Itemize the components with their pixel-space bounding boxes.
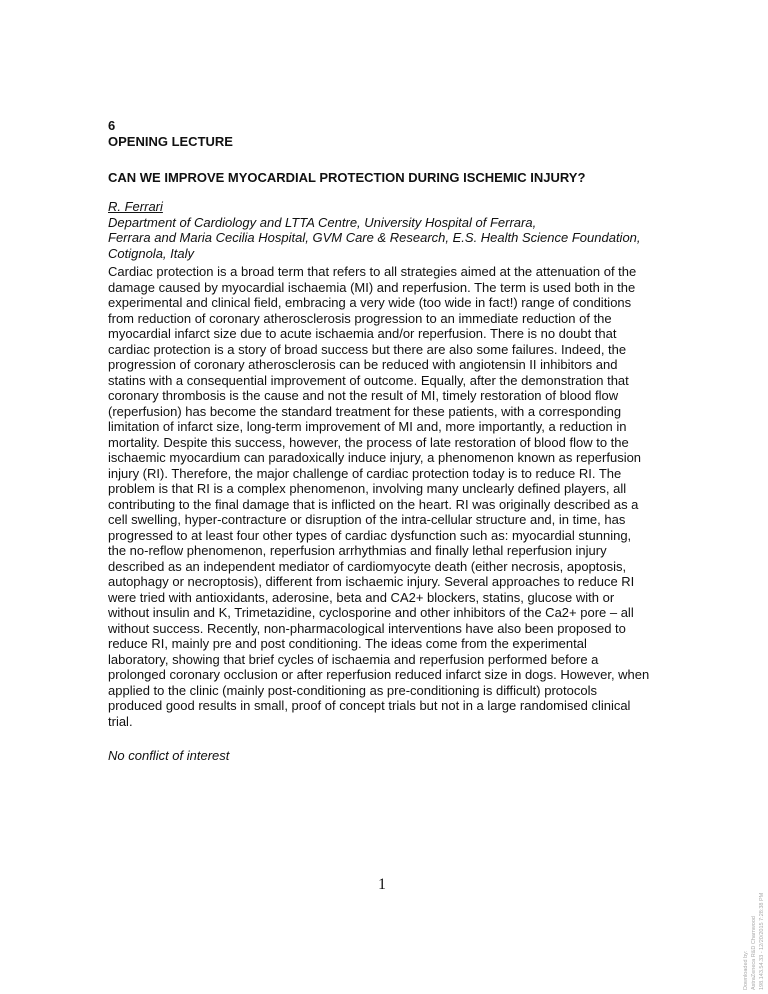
body-line: from reduction of coronary atherosclerosis progression to an immediate reduction of the — [108, 310, 612, 326]
body-line: statins with a consequential improvement of outcome. Equally, after the demonstration that — [108, 372, 629, 388]
abstract-number: 6 — [108, 118, 116, 133]
author-block — [108, 199, 641, 261]
body-line: damage caused by myocardial ischaemia (MI) and reperfusion. The term is used both in the — [108, 279, 636, 295]
watermark-line: AstraZeneca R&D Charnwood — [751, 916, 757, 990]
body-line: cell swelling, hyper-contracture or disruption of the intra-cellular structure and, in time, has — [108, 512, 626, 527]
body-line: coronary thrombosis is the cause and not the result of MI, timely restoration of blood flow — [108, 388, 619, 403]
affiliation-line: Ferrara and Maria Cecilia Hospital, GVM Care & Research, E.S. Health Science Foundation, — [108, 230, 641, 245]
body-line: were tried with antioxidants, aderosine, beta and CA2+ blockers, statins, glucose with or — [108, 589, 615, 605]
watermark-line: 198.143.54.33 - 12/20/2015 7:28:38 PM — [759, 892, 765, 990]
body-line: (reperfusion) has become the standard treatment for these patients, with a corresponding — [108, 403, 622, 419]
body-line: produced good results in small, proof of concept trials but not in a large randomised clinical — [108, 698, 631, 713]
abstract-header — [108, 118, 233, 149]
watermark-line: Downloaded by: — [743, 950, 749, 990]
body-line: without success. Recently, non-pharmacological interventions have also been proposed to — [108, 620, 626, 636]
body-line: cardiac protection is a story of broad success but there are also some failures. Indeed, the — [108, 341, 627, 357]
body-line: limitation of infarct size, long-term improvement of MI and, more importantly, a reduction in — [108, 419, 627, 434]
section-label: OPENING LECTURE — [108, 133, 233, 149]
body-line: injury (RI). Therefore, the major challenge of cardiac protection today is to reduce RI. The — [108, 465, 622, 481]
author-name: R. Ferrari — [108, 199, 163, 214]
body-line: mortality. Despite this success, however, the process of late restoration of blood flow to the — [108, 434, 629, 450]
body-line: progressed to at least four other types of cardiac dysfunction such as: myocardial stunning, — [108, 527, 632, 543]
body-line: trial. — [108, 713, 133, 729]
body-line: laboratory, showing that brief cycles of ischaemia and reperfusion performed before a — [108, 651, 599, 667]
abstract-body — [108, 264, 649, 729]
page-number: 1 — [378, 876, 386, 893]
body-line: Cardiac protection is a broad term that refers to all strategies aimed at the attenuation of the — [108, 264, 637, 279]
body-line: ischaemic myocardium can paradoxically induce injury, a phenomenon known as reperfusion — [108, 450, 642, 465]
body-line: the no-reflow phenomenon, reperfusion arrhythmias and finally lethal reperfusion injury — [108, 543, 607, 558]
abstract-title: CAN WE IMPROVE MYOCARDIAL PROTECTION DURING ISCHEMIC INJURY? — [108, 170, 586, 185]
body-line: described as an independent mediator of cardiomyocyte death (either necrosis, apoptosis, — [108, 558, 627, 574]
body-line: autophagy or necroptosis), different from ischaemic injury. Several approaches to reduce RI — [108, 574, 635, 589]
body-line: myocardial infarct size due to acute ischaemia and/or reperfusion. There is no doubt that — [108, 326, 617, 341]
body-line: contributing to the final damage that is inflicted on the heart. RI was originally described as a — [108, 496, 639, 512]
body-line: experimental and clinical field, embracing a very wide (too wide in fact!) range of conditions — [108, 295, 632, 310]
body-line: prolonged coronary occlusion or after reperfusion reduced infarct size in dogs. However, when — [108, 667, 650, 682]
body-line: applied to the clinic (mainly post-conditioning as pre-conditioning is difficult) protocols — [108, 682, 597, 698]
body-line: reduce RI, mainly pre and post conditioning. The ideas come from the experimental — [108, 636, 587, 651]
download-watermark — [742, 893, 766, 990]
body-line: without insulin and K, Trimetazidine, cyclosporine and other inhibitors of the Ca2+ pore – all — [108, 605, 634, 620]
affiliation-line: Department of Cardiology and LTTA Centre, University Hospital of Ferrara, — [108, 214, 537, 230]
conflict-statement: No conflict of interest — [108, 748, 230, 763]
affiliation-line: Cotignola, Italy — [108, 245, 194, 261]
body-line: progression of coronary atherosclerosis can be reduced with angiotensin II inhibitors and — [108, 357, 618, 372]
body-line: problem is that RI is a complex phenomenon, involving many unclearly defined players, all — [108, 481, 627, 496]
